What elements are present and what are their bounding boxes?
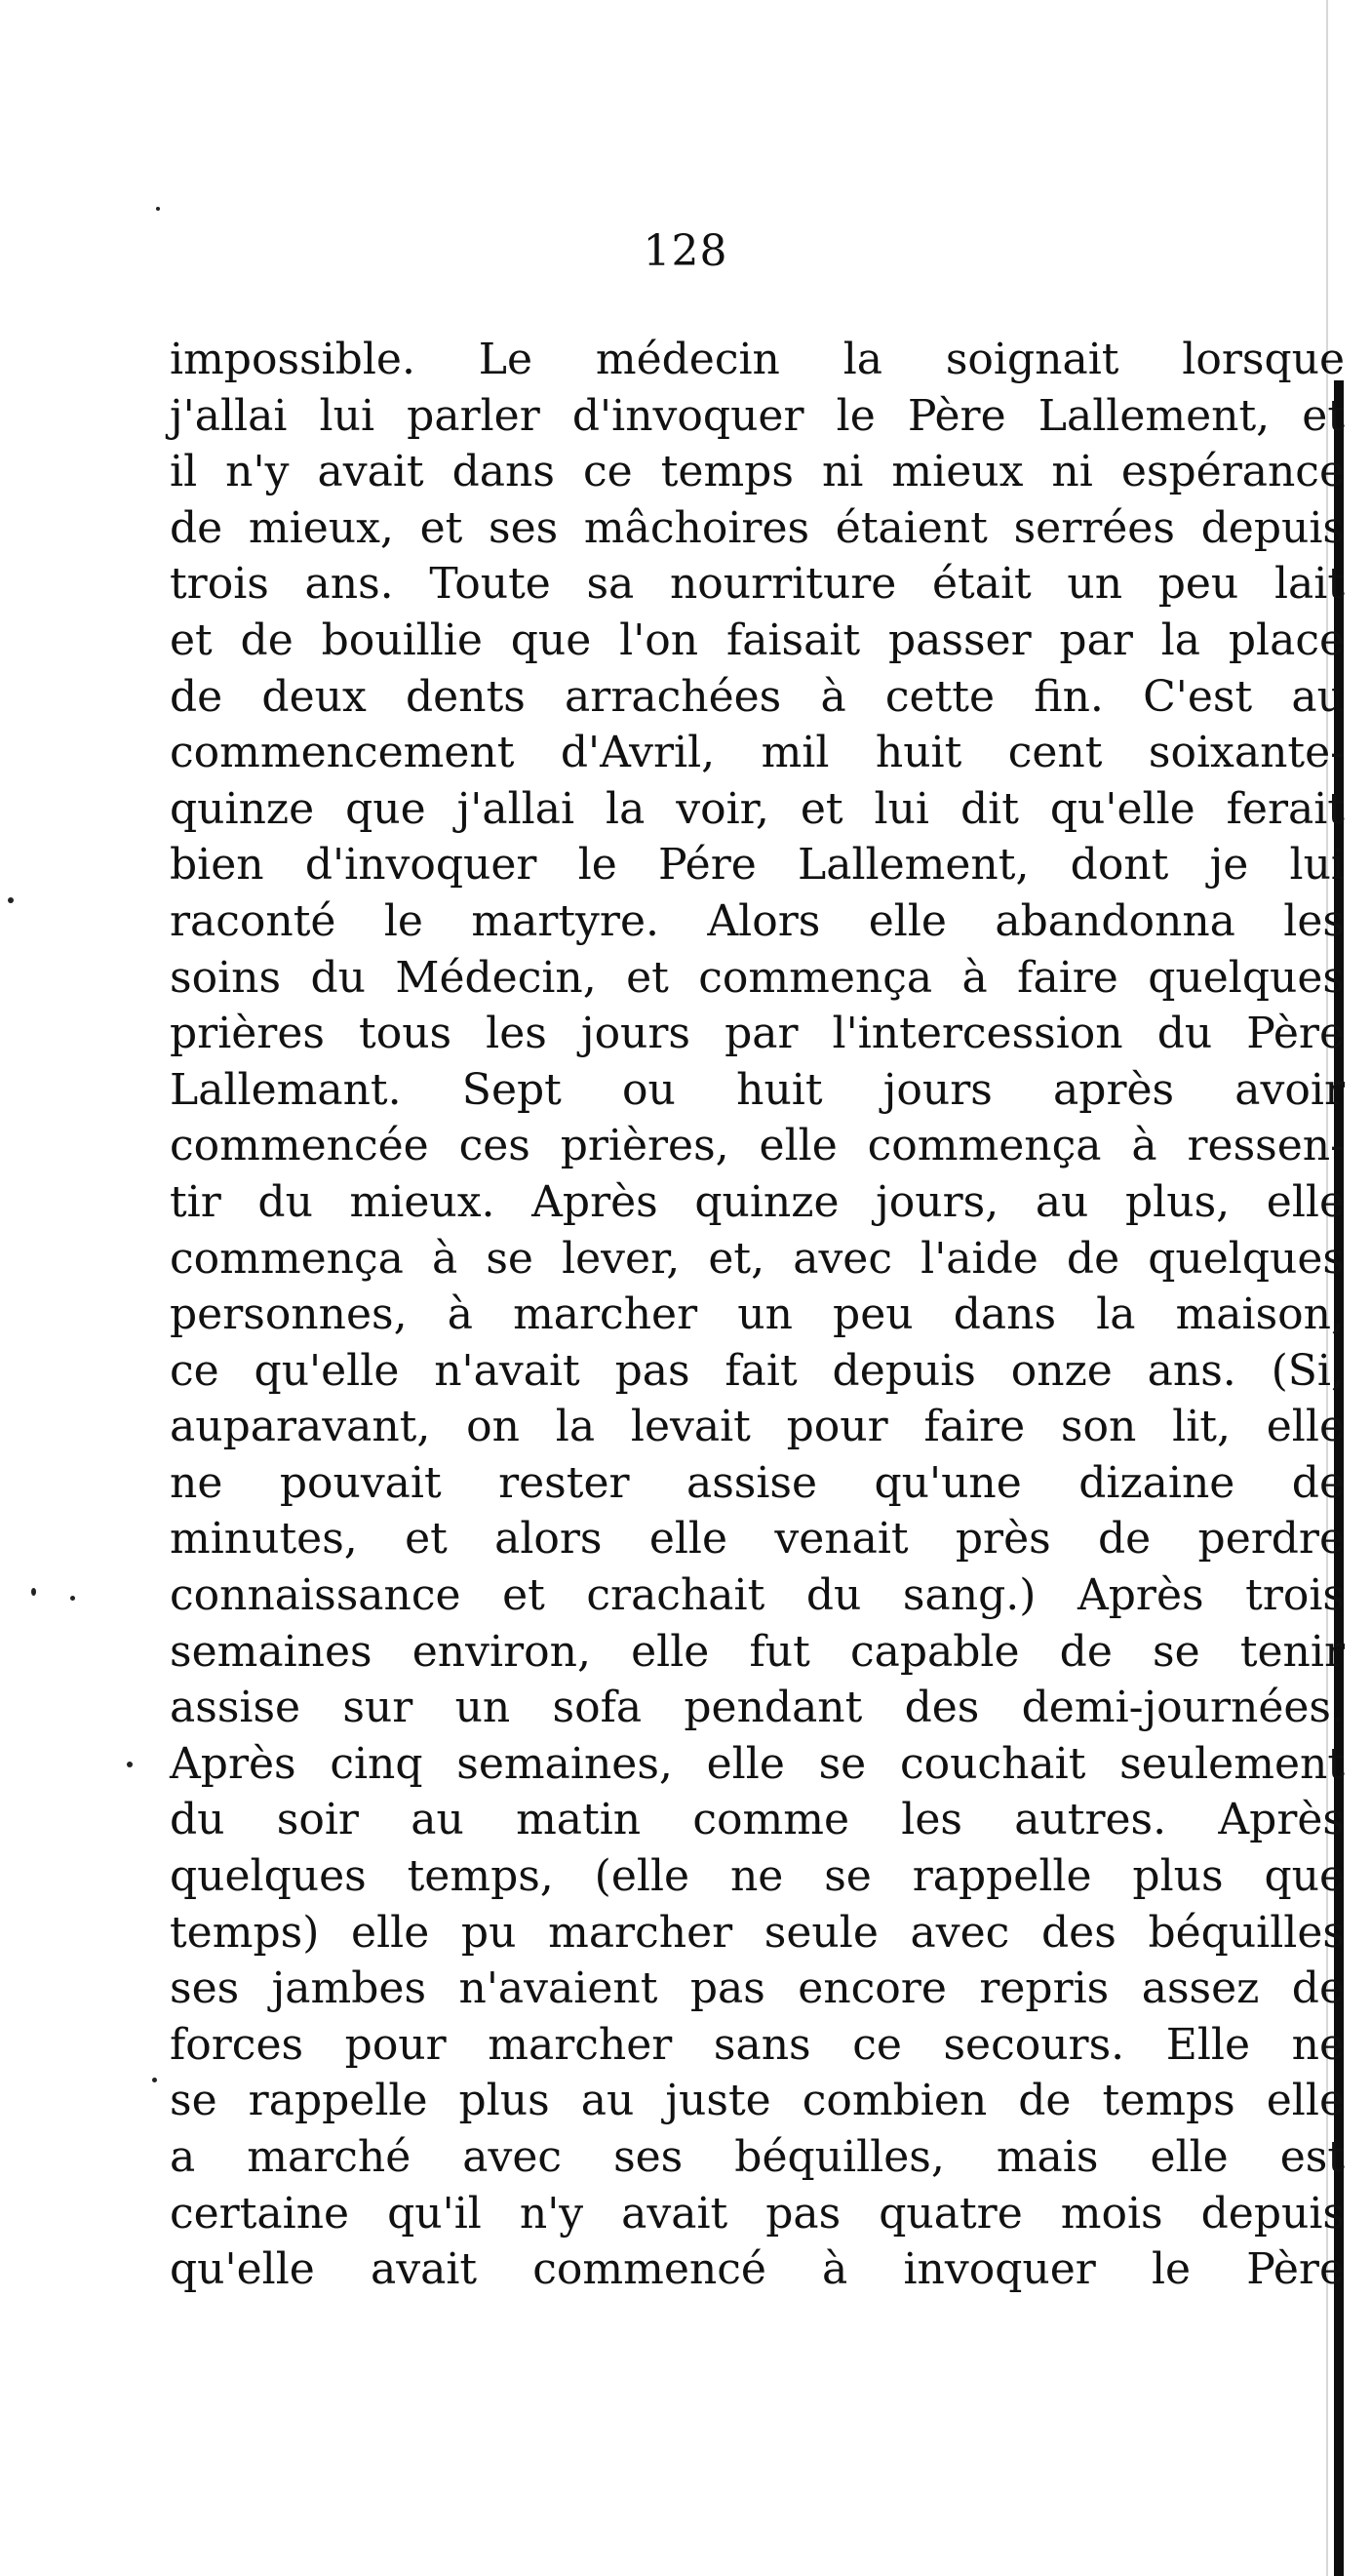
text-line: se rappelle plus au juste combien de temps elle <box>170 2076 1345 2126</box>
text-line: trois ans. Toute sa nourriture était un peu lait <box>170 559 1345 610</box>
text-line: du soir au matin comme les autres. Après <box>170 1795 1345 1845</box>
text-line: forces pour marcher sans ce secours. Elle ne <box>170 2019 1345 2070</box>
text-line: prières tous les jours par l'intercession du Père <box>170 1009 1345 1059</box>
text-line: Après cinq semaines, elle se couchait seulement <box>170 1738 1345 1789</box>
print-speck <box>156 207 160 211</box>
text-line: bien d'invoquer le Pére Lallement, dont je lui <box>170 840 1345 891</box>
text-line: quinze que j'allai la voir, et lui dit qu'elle ferait <box>170 783 1345 834</box>
text-line: et de bouillie que l'on faisait passer par la place <box>170 614 1345 665</box>
text-line: raconté le martyre. Alors elle abandonna les <box>170 895 1345 946</box>
text-line: temps) elle pu marcher seule avec des béquilles <box>170 1907 1345 1958</box>
text-line: de deux dents arrachées à cette fin. C'est au <box>170 671 1345 722</box>
text-line: il n'y avait dans ce temps ni mieux ni espérance <box>170 447 1345 497</box>
print-speck <box>31 1588 36 1596</box>
text-line: personnes, à marcher un peu dans la maison, <box>170 1289 1345 1340</box>
text-line: soins du Médecin, et commença à faire quelques <box>170 952 1345 1003</box>
text-line: de mieux, et ses mâchoires étaient serrées depuis <box>170 502 1345 553</box>
body-text <box>170 332 1345 2295</box>
text-line: ce qu'elle n'avait pas fait depuis onze ans. (Si, <box>170 1345 1345 1396</box>
text-line: a marché avec ses béquilles, mais elle est <box>170 2132 1345 2182</box>
text-line: ne pouvait rester assise qu'une dizaine de <box>170 1457 1345 1508</box>
text-line: j'allai lui parler d'invoquer le Père Lallement, et <box>170 390 1345 441</box>
text-line: Lallemant. Sept ou huit jours après avoir <box>170 1064 1345 1115</box>
print-speck <box>70 1596 75 1601</box>
text-line: certaine qu'il n'y avait pas quatre mois depuis <box>170 2188 1345 2239</box>
text-line: tir du mieux. Après quinze jours, au plus, elle <box>170 1176 1345 1227</box>
text-line: semaines environ, elle fut capable de se tenir <box>170 1626 1345 1677</box>
text-line: commença à se lever, et, avec l'aide de quelques <box>170 1233 1345 1284</box>
print-speck <box>127 1762 133 1767</box>
text-line: ses jambes n'avaient pas encore repris assez de <box>170 1963 1345 2014</box>
page-number: 128 <box>643 226 728 276</box>
text-line: qu'elle avait commencé à invoquer le Père <box>170 2244 1345 2295</box>
text-line: impossible. Le médecin la soignait lorsque <box>170 335 1345 384</box>
print-speck <box>152 2078 157 2082</box>
text-line: commencée ces prières, elle commença à ressen- <box>170 1121 1345 1171</box>
text-line: commencement d'Avril, mil huit cent soixante- <box>170 728 1345 778</box>
text-line: quelques temps, (elle ne se rappelle plus que <box>170 1851 1345 1902</box>
text-line: minutes, et alors elle venait près de perdre <box>170 1514 1345 1565</box>
text-line: assise sur un sofa pendant des demi-journées. <box>170 1683 1345 1733</box>
text-line: connaissance et crachait du sang.) Après trois <box>170 1570 1345 1621</box>
text-line: auparavant, on la levait pour faire son lit, elle <box>170 1402 1345 1452</box>
print-speck <box>8 897 14 903</box>
